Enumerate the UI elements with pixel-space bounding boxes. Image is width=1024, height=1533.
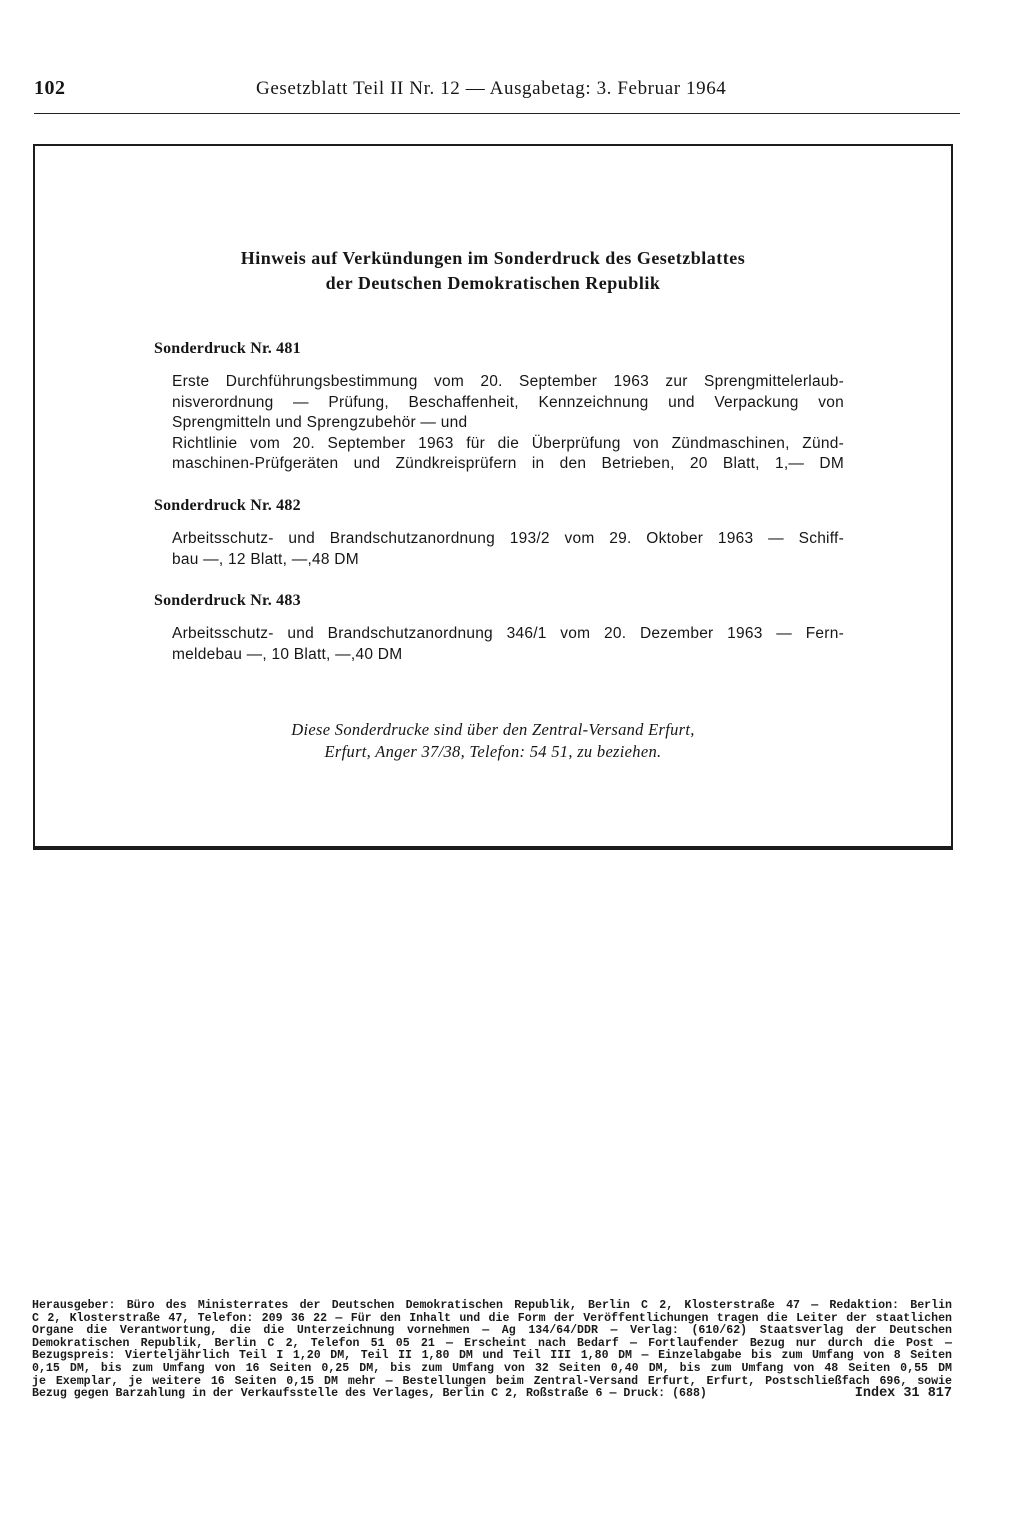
imprint-line: Bezug gegen Barzahlung in der Verkaufsstelle des Verlages, Berlin C 2, Roßstraße 6 — Druck: (688): [32, 1387, 707, 1401]
page-number: 102: [34, 77, 66, 99]
imprint-line: Organe die Verantwortung, die die Unterzeichnung vornehmen — Ag 134/64/DDR — Verlag: (610/62) Staatsverlag der Deutschen: [32, 1324, 952, 1338]
imprint-line: 0,15 DM, bis zum Umfang von 16 Seiten 0,25 DM, bis zum Umfang von 32 Seiten 0,40 DM, bis zum Umfang von 48 Seiten 0,55 DM: [32, 1361, 952, 1375]
notice-box: [33, 144, 953, 850]
distribution-note: [35, 719, 951, 763]
imprint-line: Herausgeber: Büro des Ministerrates der Deutschen Demokratischen Republik, Berlin C 2, Klosterstraße 47 — Redaktion: Berlin: [32, 1299, 952, 1312]
section-482: [154, 497, 844, 570]
text-line: Richtlinie vom 20. September 1963 für die Überprüfung von Zündmaschinen, Zünd-: [172, 434, 844, 452]
notice-title: [35, 246, 951, 296]
text-line: nisverordnung — Prüfung, Beschaffenheit, Kennzeichnung und Verpackung von: [172, 393, 844, 411]
notice-title-line-2: der Deutschen Demokratischen Republik: [325, 273, 661, 293]
section-text: [172, 624, 844, 665]
text-line: meldebau —, 10 Blatt, —,40 DM: [172, 645, 403, 663]
section-text: [172, 529, 844, 570]
text-line: Arbeitsschutz- und Brandschutzanordnung 346/1 vom 20. Dezember 1963 — Fern-: [172, 625, 844, 642]
running-head: Gesetzblatt Teil II Nr. 12 — Ausgabetag: 3. Februar 1964: [256, 78, 727, 99]
text-line: bau —, 12 Blatt, —,48 DM: [172, 550, 359, 568]
index-number: Index 31 817: [854, 1386, 952, 1402]
text-line: maschinen-Prüfgeräten und Zündkreisprüfern in den Betrieben, 20 Blatt, 1,— DM: [172, 455, 844, 472]
imprint-line: je Exemplar, je weitere 16 Seiten 0,15 DM mehr — Bestellungen beim Zentral-Versand Erfurt, Erfurt, Postschließfach 696, sowie: [32, 1374, 952, 1388]
imprint: [32, 1300, 952, 1401]
imprint-last-line: [32, 1388, 952, 1401]
imprint-line: Demokratischen Republik, Berlin C 2, Telefon 51 05 21 — Erscheint nach Bedarf — Fortlaufender Bezug nur durch die Post —: [32, 1336, 952, 1350]
section-heading: Sonderdruck Nr. 482: [154, 497, 301, 514]
section-483: [154, 592, 844, 665]
notice-title-line-1: Hinweis auf Verkündungen im Sonderdruck des Gesetzblattes: [240, 248, 746, 268]
text-line: Sprengmitteln und Sprengzubehör — und: [172, 414, 468, 431]
imprint-line: C 2, Klosterstraße 47, Telefon: 209 36 22 — Für den Inhalt und die Form der Veröffentlichungen tragen die Leiter der staatlichen: [32, 1311, 952, 1325]
section-text: [172, 372, 844, 475]
imprint-line: Bezugspreis: Vierteljährlich Teil I 1,20 DM, Teil II 1,80 DM und Teil III 1,80 DM — Einzelabgabe bis zum Umfang von 8 Seiten: [32, 1349, 952, 1363]
section-heading: Sonderdruck Nr. 483: [154, 592, 301, 609]
distribution-line-2: Erfurt, Anger 37/38, Telefon: 54 51, zu beziehen.: [324, 742, 662, 761]
section-heading: Sonderdruck Nr. 481: [154, 340, 301, 357]
distribution-line-1: Diese Sonderdrucke sind über den Zentral-Versand Erfurt,: [291, 720, 695, 739]
text-line: Arbeitsschutz- und Brandschutzanordnung 193/2 vom 29. Oktober 1963 — Schiff-: [172, 530, 844, 547]
section-481: [154, 340, 844, 475]
header-rule: [34, 113, 960, 114]
text-line: Erste Durchführungsbestimmung vom 20. September 1963 zur Sprengmittelerlaub-: [172, 373, 844, 390]
